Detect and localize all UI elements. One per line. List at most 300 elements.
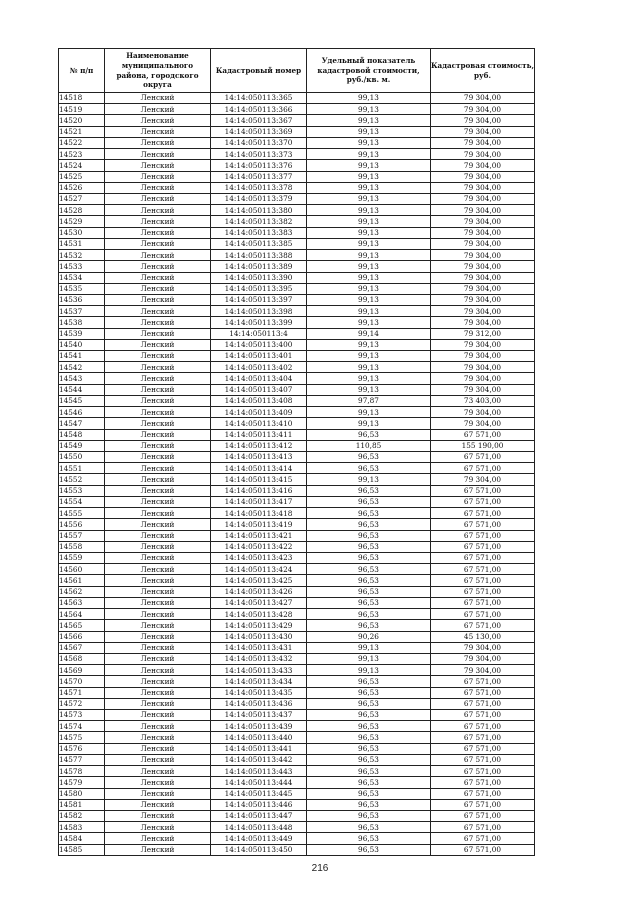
cadastral-number-cell: 14:14:050113:441 <box>211 743 307 754</box>
row-number: 14535 <box>59 283 105 294</box>
cost-cell: 79 304,00 <box>431 160 535 171</box>
rate-cell: 96,53 <box>307 496 431 507</box>
table-row <box>59 418 535 429</box>
cost-cell: 67 571,00 <box>431 609 535 620</box>
table-row <box>59 620 535 631</box>
rate-cell: 96,53 <box>307 575 431 586</box>
rate-cell: 99,13 <box>307 227 431 238</box>
municipality-cell: Ленский <box>105 373 211 384</box>
cadastral-number-cell: 14:14:050113:446 <box>211 799 307 810</box>
cadastral-number-cell: 14:14:050113:442 <box>211 754 307 765</box>
cost-cell: 79 304,00 <box>431 283 535 294</box>
table-row <box>59 115 535 126</box>
table-header-row <box>59 49 535 93</box>
municipality-cell: Ленский <box>105 160 211 171</box>
rate-cell: 96,53 <box>307 609 431 620</box>
row-number: 14572 <box>59 698 105 709</box>
row-number: 14579 <box>59 777 105 788</box>
municipality-cell: Ленский <box>105 395 211 406</box>
cost-cell: 67 571,00 <box>431 586 535 597</box>
table-row <box>59 351 535 362</box>
municipality-cell: Ленский <box>105 418 211 429</box>
table-row <box>59 193 535 204</box>
cadastral-number-cell: 14:14:050113:422 <box>211 541 307 552</box>
page-number: 216 <box>311 863 329 874</box>
table-row <box>59 496 535 507</box>
rate-cell: 99,13 <box>307 362 431 373</box>
municipality-cell: Ленский <box>105 586 211 597</box>
table-row <box>59 732 535 743</box>
cadastral-number-cell: 14:14:050113:415 <box>211 474 307 485</box>
row-number: 14560 <box>59 564 105 575</box>
municipality-cell: Ленский <box>105 788 211 799</box>
rate-cell: 96,53 <box>307 508 431 519</box>
cost-cell: 79 304,00 <box>431 250 535 261</box>
cadastral-number-cell: 14:14:050113:365 <box>211 93 307 104</box>
rate-cell: 99,13 <box>307 474 431 485</box>
municipality-cell: Ленский <box>105 216 211 227</box>
row-number: 14557 <box>59 530 105 541</box>
cost-cell: 67 571,00 <box>431 788 535 799</box>
rate-cell: 96,53 <box>307 822 431 833</box>
municipality-cell: Ленский <box>105 687 211 698</box>
table-row <box>59 687 535 698</box>
municipality-cell: Ленский <box>105 698 211 709</box>
row-number: 14518 <box>59 93 105 104</box>
cadastral-number-cell: 14:14:050113:373 <box>211 149 307 160</box>
table-row <box>59 126 535 137</box>
municipality-cell: Ленский <box>105 541 211 552</box>
cost-cell: 67 571,00 <box>431 485 535 496</box>
rate-cell: 99,13 <box>307 238 431 249</box>
cadastral-number-cell: 14:14:050113:431 <box>211 642 307 653</box>
municipality-cell: Ленский <box>105 149 211 160</box>
rate-cell: 96,53 <box>307 586 431 597</box>
municipality-cell: Ленский <box>105 620 211 631</box>
row-number: 14546 <box>59 407 105 418</box>
rate-cell: 96,53 <box>307 799 431 810</box>
rate-cell: 110,85 <box>307 440 431 451</box>
cost-cell: 67 571,00 <box>431 766 535 777</box>
municipality-cell: Ленский <box>105 250 211 261</box>
cadastral-number-cell: 14:14:050113:390 <box>211 272 307 283</box>
municipality-cell: Ленский <box>105 283 211 294</box>
row-number: 14573 <box>59 710 105 721</box>
row-number: 14550 <box>59 452 105 463</box>
cost-cell: 67 571,00 <box>431 676 535 687</box>
table-row <box>59 552 535 563</box>
municipality-cell: Ленский <box>105 261 211 272</box>
municipality-cell: Ленский <box>105 339 211 350</box>
cadastral-number-cell: 14:14:050113:429 <box>211 620 307 631</box>
row-number: 14585 <box>59 844 105 855</box>
table-row <box>59 754 535 765</box>
table-row <box>59 171 535 182</box>
table-row <box>59 631 535 642</box>
cadastral-number-cell: 14:14:050113:4 <box>211 328 307 339</box>
row-number: 14538 <box>59 317 105 328</box>
table-row <box>59 698 535 709</box>
table-row <box>59 519 535 530</box>
table-row <box>59 182 535 193</box>
cost-cell: 79 304,00 <box>431 272 535 283</box>
municipality-cell: Ленский <box>105 362 211 373</box>
cost-cell: 67 571,00 <box>431 575 535 586</box>
cadastral-value-table <box>58 48 535 856</box>
rate-cell: 96,53 <box>307 766 431 777</box>
municipality-cell: Ленский <box>105 429 211 440</box>
row-number: 14552 <box>59 474 105 485</box>
municipality-cell: Ленский <box>105 496 211 507</box>
row-number: 14558 <box>59 541 105 552</box>
table-row <box>59 597 535 608</box>
row-number: 14521 <box>59 126 105 137</box>
municipality-cell: Ленский <box>105 115 211 126</box>
cost-cell: 79 304,00 <box>431 642 535 653</box>
cadastral-number-cell: 14:14:050113:439 <box>211 721 307 732</box>
cadastral-number-cell: 14:14:050113:434 <box>211 676 307 687</box>
municipality-cell: Ленский <box>105 474 211 485</box>
row-number: 14519 <box>59 104 105 115</box>
municipality-cell: Ленский <box>105 653 211 664</box>
cadastral-number-cell: 14:14:050113:430 <box>211 631 307 642</box>
cost-cell: 79 304,00 <box>431 182 535 193</box>
cadastral-number-cell: 14:14:050113:437 <box>211 710 307 721</box>
cadastral-number-cell: 14:14:050113:423 <box>211 552 307 563</box>
cost-cell: 79 304,00 <box>431 362 535 373</box>
municipality-cell: Ленский <box>105 294 211 305</box>
cadastral-number-cell: 14:14:050113:408 <box>211 395 307 406</box>
cost-cell: 79 304,00 <box>431 115 535 126</box>
row-number: 14582 <box>59 811 105 822</box>
municipality-cell: Ленский <box>105 710 211 721</box>
cost-cell: 79 304,00 <box>431 205 535 216</box>
cost-cell: 67 571,00 <box>431 844 535 855</box>
cadastral-number-cell: 14:14:050113:397 <box>211 294 307 305</box>
row-number: 14563 <box>59 597 105 608</box>
rate-cell: 96,53 <box>307 519 431 530</box>
cadastral-number-cell: 14:14:050113:435 <box>211 687 307 698</box>
table-row <box>59 149 535 160</box>
table-row <box>59 93 535 104</box>
cost-cell: 67 571,00 <box>431 721 535 732</box>
municipality-cell: Ленский <box>105 137 211 148</box>
cadastral-number-cell: 14:14:050113:376 <box>211 160 307 171</box>
rate-cell: 99,13 <box>307 642 431 653</box>
cost-cell: 73 403,00 <box>431 395 535 406</box>
rate-cell: 99,13 <box>307 339 431 350</box>
row-number: 14577 <box>59 754 105 765</box>
table-row <box>59 317 535 328</box>
rate-cell: 99,13 <box>307 317 431 328</box>
rate-cell: 96,53 <box>307 541 431 552</box>
row-number: 14574 <box>59 721 105 732</box>
cadastral-number-cell: 14:14:050113:414 <box>211 463 307 474</box>
cost-cell: 79 304,00 <box>431 474 535 485</box>
row-number: 14559 <box>59 552 105 563</box>
municipality-cell: Ленский <box>105 171 211 182</box>
row-number: 14540 <box>59 339 105 350</box>
table-row <box>59 104 535 115</box>
table-row <box>59 541 535 552</box>
cadastral-number-cell: 14:14:050113:426 <box>211 586 307 597</box>
row-number: 14565 <box>59 620 105 631</box>
municipality-cell: Ленский <box>105 485 211 496</box>
rate-cell: 96,53 <box>307 620 431 631</box>
cadastral-number-cell: 14:14:050113:398 <box>211 306 307 317</box>
rate-cell: 96,53 <box>307 732 431 743</box>
table-row <box>59 283 535 294</box>
cadastral-number-cell: 14:14:050113:379 <box>211 193 307 204</box>
cadastral-number-cell: 14:14:050113:444 <box>211 777 307 788</box>
table-row <box>59 811 535 822</box>
table-row <box>59 676 535 687</box>
table-row <box>59 238 535 249</box>
rate-cell: 99,13 <box>307 205 431 216</box>
cadastral-number-cell: 14:14:050113:413 <box>211 452 307 463</box>
cost-cell: 79 304,00 <box>431 216 535 227</box>
row-number: 14528 <box>59 205 105 216</box>
table-row <box>59 294 535 305</box>
cadastral-number-cell: 14:14:050113:447 <box>211 811 307 822</box>
table-row <box>59 261 535 272</box>
rate-cell: 99,13 <box>307 407 431 418</box>
rate-cell: 99,13 <box>307 653 431 664</box>
table-row <box>59 665 535 676</box>
cost-cell: 67 571,00 <box>431 811 535 822</box>
cadastral-number-cell: 14:14:050113:400 <box>211 339 307 350</box>
rate-cell: 99,13 <box>307 261 431 272</box>
table-row <box>59 586 535 597</box>
cadastral-number-cell: 14:14:050113:440 <box>211 732 307 743</box>
cadastral-number-cell: 14:14:050113:399 <box>211 317 307 328</box>
cost-cell: 79 304,00 <box>431 137 535 148</box>
municipality-cell: Ленский <box>105 93 211 104</box>
municipality-cell: Ленский <box>105 407 211 418</box>
row-number: 14555 <box>59 508 105 519</box>
row-number: 14529 <box>59 216 105 227</box>
table-row <box>59 373 535 384</box>
cadastral-number-cell: 14:14:050113:378 <box>211 182 307 193</box>
cost-cell: 67 571,00 <box>431 597 535 608</box>
cost-cell: 79 304,00 <box>431 373 535 384</box>
row-number: 14551 <box>59 463 105 474</box>
row-number: 14543 <box>59 373 105 384</box>
table-row <box>59 844 535 855</box>
row-number: 14553 <box>59 485 105 496</box>
cadastral-number-cell: 14:14:050113:419 <box>211 519 307 530</box>
cadastral-number-cell: 14:14:050113:404 <box>211 373 307 384</box>
cadastral-number-cell: 14:14:050113:448 <box>211 822 307 833</box>
rate-cell: 99,13 <box>307 418 431 429</box>
cost-cell: 67 571,00 <box>431 754 535 765</box>
cadastral-number-cell: 14:14:050113:410 <box>211 418 307 429</box>
table-row <box>59 137 535 148</box>
municipality-cell: Ленский <box>105 272 211 283</box>
table-row <box>59 766 535 777</box>
rate-cell: 99,13 <box>307 384 431 395</box>
table-row <box>59 777 535 788</box>
cadastral-number-cell: 14:14:050113:385 <box>211 238 307 249</box>
cadastral-number-cell: 14:14:050113:402 <box>211 362 307 373</box>
cost-cell: 79 304,00 <box>431 339 535 350</box>
cadastral-number-cell: 14:14:050113:395 <box>211 283 307 294</box>
cadastral-number-cell: 14:14:050113:427 <box>211 597 307 608</box>
table-row <box>59 833 535 844</box>
row-number: 14525 <box>59 171 105 182</box>
cost-cell: 79 304,00 <box>431 261 535 272</box>
row-number: 14534 <box>59 272 105 283</box>
table-row <box>59 362 535 373</box>
cadastral-number-cell: 14:14:050113:382 <box>211 216 307 227</box>
municipality-cell: Ленский <box>105 552 211 563</box>
table-row <box>59 452 535 463</box>
table-row <box>59 272 535 283</box>
cadastral-number-cell: 14:14:050113:383 <box>211 227 307 238</box>
table-row <box>59 328 535 339</box>
row-number: 14532 <box>59 250 105 261</box>
table-body <box>59 93 535 856</box>
rate-cell: 99,13 <box>307 171 431 182</box>
cadastral-number-cell: 14:14:050113:388 <box>211 250 307 261</box>
municipality-cell: Ленский <box>105 384 211 395</box>
table-row <box>59 799 535 810</box>
municipality-cell: Ленский <box>105 463 211 474</box>
cost-cell: 67 571,00 <box>431 620 535 631</box>
rate-cell: 96,53 <box>307 777 431 788</box>
rate-cell: 99,13 <box>307 283 431 294</box>
rate-cell: 96,53 <box>307 721 431 732</box>
row-number: 14575 <box>59 732 105 743</box>
row-number: 14548 <box>59 429 105 440</box>
municipality-cell: Ленский <box>105 104 211 115</box>
header-num: № п/п <box>59 49 105 93</box>
header-municipality: Наименование муниципального района, городского округа <box>105 49 211 93</box>
cost-cell: 67 571,00 <box>431 687 535 698</box>
table-row <box>59 429 535 440</box>
cadastral-number-cell: 14:14:050113:380 <box>211 205 307 216</box>
municipality-cell: Ленский <box>105 519 211 530</box>
row-number: 14542 <box>59 362 105 373</box>
row-number: 14520 <box>59 115 105 126</box>
municipality-cell: Ленский <box>105 833 211 844</box>
cost-cell: 67 571,00 <box>431 698 535 709</box>
row-number: 14583 <box>59 822 105 833</box>
rate-cell: 99,13 <box>307 216 431 227</box>
cadastral-number-cell: 14:14:050113:389 <box>211 261 307 272</box>
rate-cell: 96,53 <box>307 597 431 608</box>
rate-cell: 99,13 <box>307 126 431 137</box>
cadastral-number-cell: 14:14:050113:425 <box>211 575 307 586</box>
municipality-cell: Ленский <box>105 766 211 777</box>
row-number: 14524 <box>59 160 105 171</box>
table-row <box>59 653 535 664</box>
cost-cell: 155 190,00 <box>431 440 535 451</box>
table-row <box>59 339 535 350</box>
rate-cell: 99,13 <box>307 665 431 676</box>
row-number: 14568 <box>59 653 105 664</box>
cost-cell: 79 304,00 <box>431 238 535 249</box>
rate-cell: 99,13 <box>307 250 431 261</box>
row-number: 14578 <box>59 766 105 777</box>
rate-cell: 96,53 <box>307 676 431 687</box>
table-row <box>59 710 535 721</box>
municipality-cell: Ленский <box>105 597 211 608</box>
row-number: 14541 <box>59 351 105 362</box>
cadastral-number-cell: 14:14:050113:401 <box>211 351 307 362</box>
cost-cell: 67 571,00 <box>431 743 535 754</box>
row-number: 14584 <box>59 833 105 844</box>
table-row <box>59 609 535 620</box>
table-row <box>59 822 535 833</box>
cadastral-number-cell: 14:14:050113:450 <box>211 844 307 855</box>
rate-cell: 96,53 <box>307 788 431 799</box>
cost-cell: 79 304,00 <box>431 384 535 395</box>
municipality-cell: Ленский <box>105 440 211 451</box>
rate-cell: 99,13 <box>307 93 431 104</box>
row-number: 14569 <box>59 665 105 676</box>
cost-cell: 79 304,00 <box>431 351 535 362</box>
rate-cell: 99,13 <box>307 149 431 160</box>
cost-cell: 79 304,00 <box>431 193 535 204</box>
cadastral-number-cell: 14:14:050113:432 <box>211 653 307 664</box>
table-row <box>59 216 535 227</box>
cadastral-number-cell: 14:14:050113:443 <box>211 766 307 777</box>
municipality-cell: Ленский <box>105 182 211 193</box>
row-number: 14536 <box>59 294 105 305</box>
row-number: 14554 <box>59 496 105 507</box>
header-rate: Удельный показатель кадастровой стоимости, руб./кв. м. <box>307 49 431 93</box>
row-number: 14539 <box>59 328 105 339</box>
cost-cell: 67 571,00 <box>431 822 535 833</box>
table-row <box>59 721 535 732</box>
cadastral-number-cell: 14:14:050113:445 <box>211 788 307 799</box>
table-row <box>59 474 535 485</box>
cost-cell: 67 571,00 <box>431 519 535 530</box>
cadastral-number-cell: 14:14:050113:366 <box>211 104 307 115</box>
cost-cell: 79 312,00 <box>431 328 535 339</box>
municipality-cell: Ленский <box>105 642 211 653</box>
cost-cell: 67 571,00 <box>431 496 535 507</box>
cadastral-number-cell: 14:14:050113:411 <box>211 429 307 440</box>
rate-cell: 96,53 <box>307 452 431 463</box>
row-number: 14566 <box>59 631 105 642</box>
cost-cell: 79 304,00 <box>431 665 535 676</box>
table-row <box>59 463 535 474</box>
municipality-cell: Ленский <box>105 777 211 788</box>
table-row <box>59 564 535 575</box>
rate-cell: 99,14 <box>307 328 431 339</box>
municipality-cell: Ленский <box>105 126 211 137</box>
row-number: 14549 <box>59 440 105 451</box>
row-number: 14544 <box>59 384 105 395</box>
row-number: 14580 <box>59 788 105 799</box>
cadastral-number-cell: 14:14:050113:436 <box>211 698 307 709</box>
row-number: 14571 <box>59 687 105 698</box>
rate-cell: 99,13 <box>307 294 431 305</box>
cadastral-number-cell: 14:14:050113:370 <box>211 137 307 148</box>
table-row <box>59 485 535 496</box>
row-number: 14564 <box>59 609 105 620</box>
rate-cell: 96,53 <box>307 698 431 709</box>
cost-cell: 79 304,00 <box>431 306 535 317</box>
table-row <box>59 384 535 395</box>
cost-cell: 67 571,00 <box>431 799 535 810</box>
cost-cell: 79 304,00 <box>431 126 535 137</box>
municipality-cell: Ленский <box>105 665 211 676</box>
municipality-cell: Ленский <box>105 564 211 575</box>
table-row <box>59 508 535 519</box>
